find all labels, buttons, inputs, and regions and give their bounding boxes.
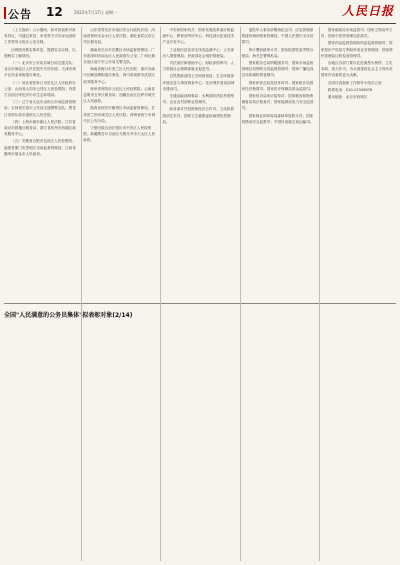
paragraph: 陕西省西安市雁塔区市场监督管理局；甘肃省兰州市城关区人民法院；青海省西宁市城中区公安分局。 — [83, 106, 156, 123]
page-header — [4, 2, 396, 24]
column-rule — [319, 27, 320, 561]
text-columns — [4, 27, 396, 561]
section-title: 公告 — [8, 8, 32, 21]
paragraph: 商务部对外投资和经济合作司；文化和旅游部艺术司；国家卫生健康委疾病预防控制局。 — [162, 107, 235, 124]
column-rule — [81, 27, 82, 561]
paragraph: 国家税务总局纳税服务司；国家市场监督管理总局网络交易监督管理司；国家广播电视总局传媒机构管理司。 — [241, 61, 314, 78]
paragraph: 交通运输部海事局；水利部防汛抗旱督察司；农业农村部种业管理司。 — [162, 94, 235, 105]
notice-title: 全国"人民满意的公务员集体"拟表彰对象(2/14) — [4, 312, 133, 319]
paragraph: 司法部法律援助中心；财政部国库司；人力资源社会保障部就业促进司。 — [162, 61, 235, 72]
page-number: 12 — [46, 5, 63, 19]
paragraph: 国家林业和草原局森林草原防火司；国家铁路局安全监察司；中国民用航空局运输司。 — [241, 113, 314, 124]
text-column — [4, 27, 79, 299]
paragraph: （三）辽宁省大连市金州区市场监督管理局；吉林省长春市公安局交通警察支队；黑龙江省哈尔滨市道里区人民法院。 — [4, 100, 76, 117]
paragraph: （一）北京市公安局东城分局交通支队；北京市海淀区人民法院中关村法庭；天津市和平区劝业场街道办事处。 — [4, 61, 76, 78]
paragraph: 全国评选表彰工作领导小组办公室 — [327, 80, 382, 85]
paragraph: 自然资源部国土空间规划局；生态环境部环境应急与事故调查中心；住房城乡建设部城市建设司。 — [162, 74, 235, 91]
text-column — [83, 27, 158, 561]
masthead-logo: 人民日报 — [341, 4, 394, 18]
paragraph: 反映情况要实事求是，提倡实名反映，以便核实了解情况。 — [4, 47, 76, 58]
paragraph: （四）上海市浦东新区人民法院；江苏省南京市鼓楼区税务局；浙江省杭州市西湖区政务服务中心。 — [4, 119, 76, 137]
paragraph: 宁夏回族自治区银川市兴庆区人民检察院；新疆维吾尔自治区乌鲁木齐市天山区人民政府。 — [83, 126, 156, 143]
paragraph: （五）安徽省合肥市包河区人民检察院；福建省厦门市思明区市场监督管理局；江西省赣州市瑞金市人民政府。 — [4, 139, 76, 156]
paragraph: 国家体育总局竞技体育司；国家统计局国民经济核算司；国家医疗保障局基金监管司。 — [241, 80, 314, 91]
paragraph: 贵州省贵阳市云岩区人民检察院；云南省昆明市五华区税务局；西藏自治区拉萨市城关区人民政府。 — [83, 86, 156, 104]
column-rule — [240, 27, 241, 561]
text-column — [162, 27, 237, 561]
column-rule — [160, 27, 161, 561]
paragraph: 中央和国家机关：国家发展改革委价格监测中心；教育部考试中心；科技部火炬高技术产业开发中心。 — [162, 28, 235, 45]
paragraph: 工业和信息化部无线电监测中心；公安部出入境管理局；民政部社会组织管理局。 — [162, 47, 235, 58]
text-column — [242, 27, 317, 561]
paragraph: 山东省青岛市市南区综合行政执法局；河南省郑州市金水区人民法院；湖北省武汉市江岸区税务局。 — [83, 28, 156, 45]
paragraph: （上文续前）公示期间，如对拟表彰对象有异议，可通过来信、来电等方式向评选表彰工作领导小组办公室反映。 — [4, 28, 76, 45]
paragraph: 湖南省长沙市岳麓区市场监督管理局；广东省深圳市南山区人民政府办公室；广西壮族自治区南宁市公安局交警支队。 — [83, 47, 156, 65]
paragraph: 通讯地址：北京市西城区 — [327, 95, 368, 100]
paragraph: 联系电话：010-12345678 — [327, 87, 373, 92]
issue-date: 2022年7月17日 星期一 — [74, 10, 118, 15]
paragraph: 各地区各部门要以先进典型为榜样，立足本职、担当作为，为全面建设社会主义现代化国家作出新的更大贡献。 — [320, 61, 393, 78]
section-marker — [4, 7, 6, 19]
paragraph: 审计署财政审计司；国务院国资委考核分配局；海关总署缉私局。 — [241, 47, 314, 58]
paragraph: （二）河北省张家口市崇礼区人民政府办公室；山西省大同市云冈区人民检察院；内蒙古自治区呼伦贝尔市生态环境局。 — [4, 80, 76, 98]
text-column — [321, 27, 396, 561]
paragraph: 国家药品监督管理局药品监督管理司；国家知识产权局专利局审查业务管理部；国家移民管理局边防检查管理司。 — [320, 41, 393, 58]
paragraph: 海南省海口市美兰区人民法院；重庆市渝中区解放碑街道办事处；四川省成都市武侯区政务服务中心。 — [83, 67, 156, 84]
paragraph: 退役军人事务部褒扬纪念司；应急管理部救援协调和预案管理局；中国人民银行支付结算司。 — [241, 28, 314, 45]
paragraph: 国家邮政局市场监管司；国家文物局考古司；国家中医药管理局医政司。 — [320, 28, 393, 39]
paragraph: 国家信访局来访接待司；国家粮食和物资储备局执法督查司；国家能源局电力安全监管司。 — [241, 94, 314, 111]
